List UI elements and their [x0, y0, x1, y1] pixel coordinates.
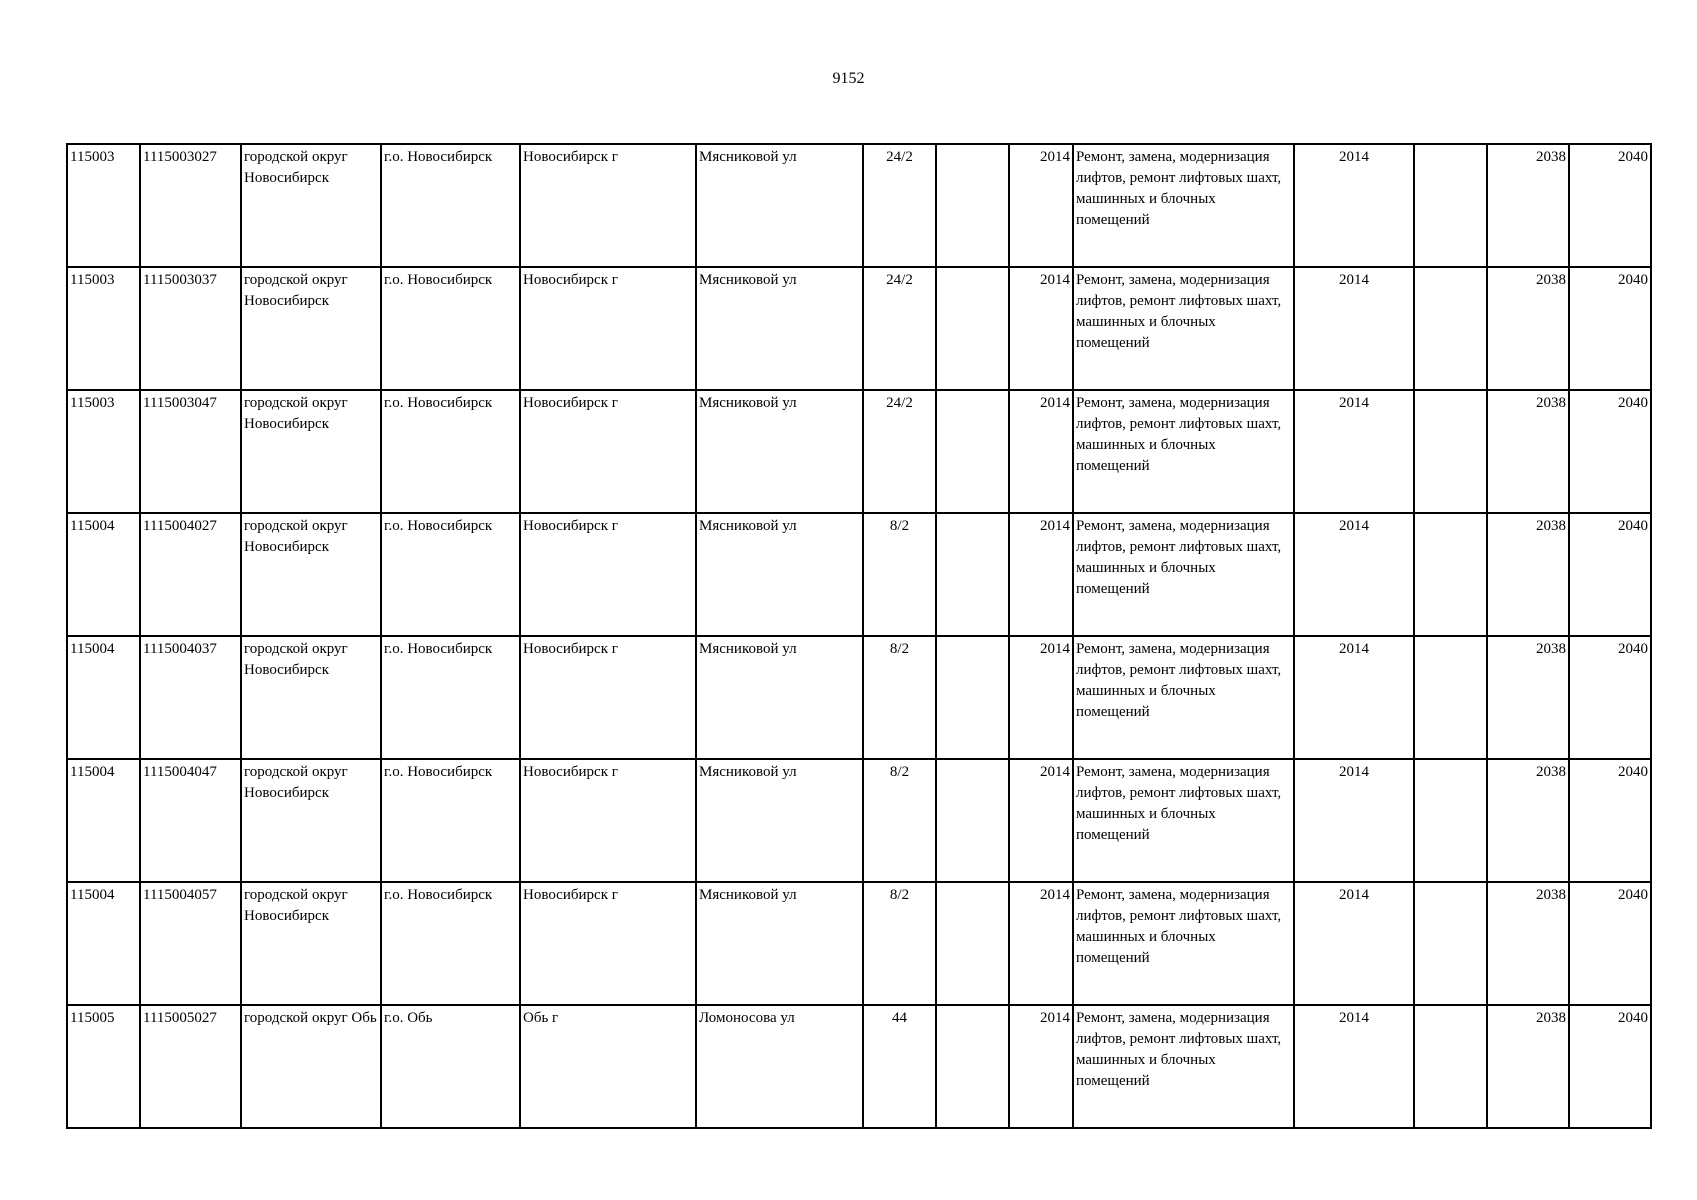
district-cell: городской округ Новосибирск	[241, 882, 381, 1005]
empty-cell	[936, 636, 1009, 759]
municipality-cell: г.о. Новосибирск	[381, 513, 520, 636]
year-last-repair-cell: 2014	[1294, 636, 1414, 759]
page-number: 9152	[832, 70, 865, 87]
id-cell: 1115003037	[140, 267, 241, 390]
year-built-cell: 2014	[1009, 1005, 1073, 1128]
district-cell: городской округ Обь	[241, 1005, 381, 1128]
id-cell: 1115004027	[140, 513, 241, 636]
street-cell: Мясниковой ул	[696, 513, 863, 636]
period-start-cell: 2038	[1487, 636, 1569, 759]
district-cell: городской округ Новосибирск	[241, 513, 381, 636]
period-start-cell: 2038	[1487, 1005, 1569, 1128]
code-cell: 115004	[67, 636, 140, 759]
year-built-cell: 2014	[1009, 636, 1073, 759]
period-end-cell: 2040	[1569, 882, 1651, 1005]
year-built-cell: 2014	[1009, 390, 1073, 513]
work-type-cell: Ремонт, замена, модернизация лифтов, ремонт лифтовых шахт, машинных и блочных помещений	[1073, 267, 1294, 390]
house-number-cell: 44	[863, 1005, 936, 1128]
period-start-cell: 2038	[1487, 144, 1569, 267]
period-start-cell: 2038	[1487, 513, 1569, 636]
house-number-cell: 24/2	[863, 390, 936, 513]
locality-cell: Новосибирск г	[520, 759, 696, 882]
district-cell: городской округ Новосибирск	[241, 144, 381, 267]
municipality-cell: г.о. Обь	[381, 1005, 520, 1128]
code-cell: 115003	[67, 144, 140, 267]
period-start-cell: 2038	[1487, 267, 1569, 390]
house-number-cell: 24/2	[863, 267, 936, 390]
street-cell: Мясниковой ул	[696, 882, 863, 1005]
year-built-cell: 2014	[1009, 513, 1073, 636]
id-cell: 1115004047	[140, 759, 241, 882]
district-cell: городской округ Новосибирск	[241, 759, 381, 882]
table-row	[67, 759, 1651, 882]
municipality-cell: г.о. Новосибирск	[381, 882, 520, 1005]
empty-cell	[936, 759, 1009, 882]
work-type-cell: Ремонт, замена, модернизация лифтов, ремонт лифтовых шахт, машинных и блочных помещений	[1073, 144, 1294, 267]
year-last-repair-cell: 2014	[1294, 1005, 1414, 1128]
code-cell: 115003	[67, 267, 140, 390]
table-row	[67, 513, 1651, 636]
municipality-cell: г.о. Новосибирск	[381, 390, 520, 513]
registry-table-body	[67, 144, 1651, 1128]
empty-cell	[1414, 759, 1487, 882]
empty-cell	[1414, 513, 1487, 636]
street-cell: Мясниковой ул	[696, 390, 863, 513]
district-cell: городской округ Новосибирск	[241, 636, 381, 759]
period-start-cell: 2038	[1487, 390, 1569, 513]
work-type-cell: Ремонт, замена, модернизация лифтов, ремонт лифтовых шахт, машинных и блочных помещений	[1073, 882, 1294, 1005]
id-cell: 1115004037	[140, 636, 241, 759]
empty-cell	[1414, 390, 1487, 513]
municipality-cell: г.о. Новосибирск	[381, 636, 520, 759]
year-built-cell: 2014	[1009, 267, 1073, 390]
work-type-cell: Ремонт, замена, модернизация лифтов, ремонт лифтовых шахт, машинных и блочных помещений	[1073, 759, 1294, 882]
table-row	[67, 390, 1651, 513]
year-built-cell: 2014	[1009, 882, 1073, 1005]
year-built-cell: 2014	[1009, 759, 1073, 882]
registry-table	[66, 143, 1652, 1129]
work-type-cell: Ремонт, замена, модернизация лифтов, ремонт лифтовых шахт, машинных и блочных помещений	[1073, 636, 1294, 759]
empty-cell	[936, 513, 1009, 636]
period-end-cell: 2040	[1569, 513, 1651, 636]
house-number-cell: 24/2	[863, 144, 936, 267]
street-cell: Мясниковой ул	[696, 759, 863, 882]
locality-cell: Новосибирск г	[520, 267, 696, 390]
code-cell: 115004	[67, 882, 140, 1005]
house-number-cell: 8/2	[863, 636, 936, 759]
period-end-cell: 2040	[1569, 1005, 1651, 1128]
year-built-cell: 2014	[1009, 144, 1073, 267]
empty-cell	[936, 267, 1009, 390]
period-end-cell: 2040	[1569, 144, 1651, 267]
empty-cell	[1414, 144, 1487, 267]
locality-cell: Новосибирск г	[520, 882, 696, 1005]
empty-cell	[936, 1005, 1009, 1128]
empty-cell	[1414, 267, 1487, 390]
table-row	[67, 636, 1651, 759]
locality-cell: Обь г	[520, 1005, 696, 1128]
locality-cell: Новосибирск г	[520, 636, 696, 759]
house-number-cell: 8/2	[863, 882, 936, 1005]
house-number-cell: 8/2	[863, 759, 936, 882]
period-end-cell: 2040	[1569, 759, 1651, 882]
year-last-repair-cell: 2014	[1294, 390, 1414, 513]
year-last-repair-cell: 2014	[1294, 267, 1414, 390]
year-last-repair-cell: 2014	[1294, 882, 1414, 1005]
house-number-cell: 8/2	[863, 513, 936, 636]
locality-cell: Новосибирск г	[520, 390, 696, 513]
empty-cell	[936, 144, 1009, 267]
work-type-cell: Ремонт, замена, модернизация лифтов, ремонт лифтовых шахт, машинных и блочных помещений	[1073, 390, 1294, 513]
period-end-cell: 2040	[1569, 390, 1651, 513]
work-type-cell: Ремонт, замена, модернизация лифтов, ремонт лифтовых шахт, машинных и блочных помещений	[1073, 1005, 1294, 1128]
district-cell: городской округ Новосибирск	[241, 390, 381, 513]
empty-cell	[1414, 636, 1487, 759]
year-last-repair-cell: 2014	[1294, 759, 1414, 882]
street-cell: Мясниковой ул	[696, 144, 863, 267]
district-cell: городской округ Новосибирск	[241, 267, 381, 390]
code-cell: 115004	[67, 513, 140, 636]
street-cell: Ломоносова ул	[696, 1005, 863, 1128]
year-last-repair-cell: 2014	[1294, 513, 1414, 636]
table-row	[67, 1005, 1651, 1128]
period-start-cell: 2038	[1487, 759, 1569, 882]
work-type-cell: Ремонт, замена, модернизация лифтов, ремонт лифтовых шахт, машинных и блочных помещений	[1073, 513, 1294, 636]
code-cell: 115005	[67, 1005, 140, 1128]
id-cell: 1115005027	[140, 1005, 241, 1128]
empty-cell	[936, 390, 1009, 513]
year-last-repair-cell: 2014	[1294, 144, 1414, 267]
empty-cell	[1414, 1005, 1487, 1128]
locality-cell: Новосибирск г	[520, 513, 696, 636]
id-cell: 1115004057	[140, 882, 241, 1005]
table-row	[67, 882, 1651, 1005]
empty-cell	[936, 882, 1009, 1005]
period-end-cell: 2040	[1569, 636, 1651, 759]
municipality-cell: г.о. Новосибирск	[381, 144, 520, 267]
street-cell: Мясниковой ул	[696, 267, 863, 390]
street-cell: Мясниковой ул	[696, 636, 863, 759]
municipality-cell: г.о. Новосибирск	[381, 267, 520, 390]
period-start-cell: 2038	[1487, 882, 1569, 1005]
code-cell: 115004	[67, 759, 140, 882]
period-end-cell: 2040	[1569, 267, 1651, 390]
table-row	[67, 267, 1651, 390]
locality-cell: Новосибирск г	[520, 144, 696, 267]
empty-cell	[1414, 882, 1487, 1005]
id-cell: 1115003027	[140, 144, 241, 267]
table-row	[67, 144, 1651, 267]
id-cell: 1115003047	[140, 390, 241, 513]
municipality-cell: г.о. Новосибирск	[381, 759, 520, 882]
code-cell: 115003	[67, 390, 140, 513]
